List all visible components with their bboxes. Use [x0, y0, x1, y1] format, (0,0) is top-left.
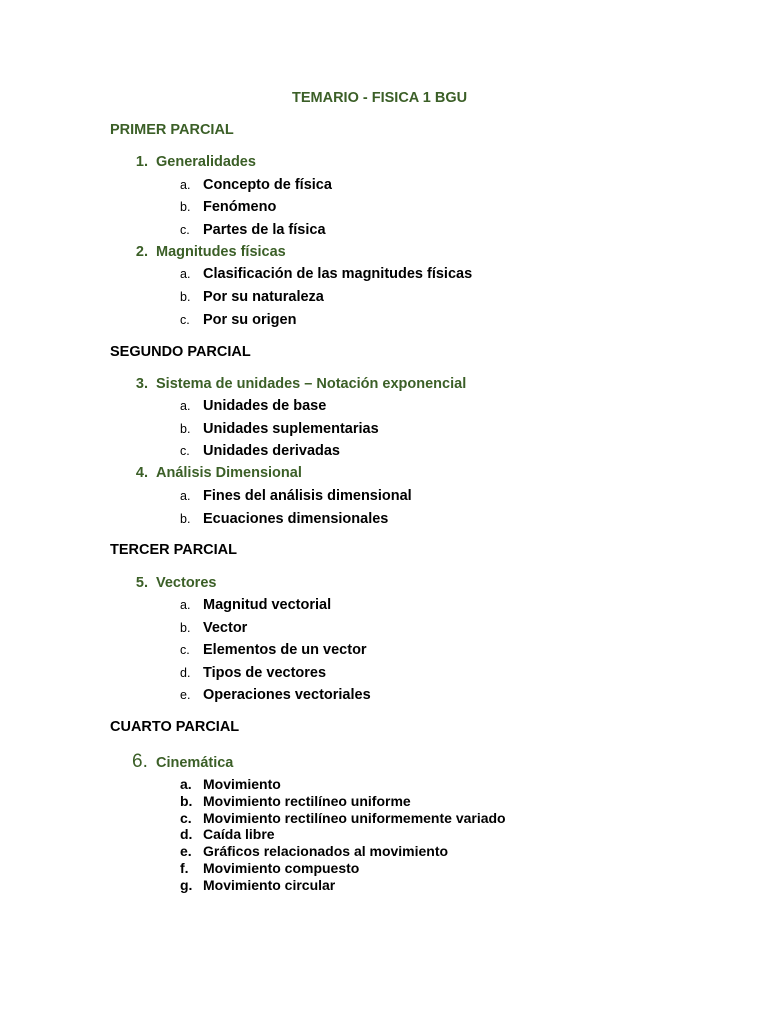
item-letter: a. — [180, 399, 191, 413]
item-text: Movimiento compuesto — [203, 860, 360, 876]
item-text: Magnitud vectorial — [203, 597, 332, 613]
item-text: Concepto de física — [203, 177, 332, 193]
item-letter: c. — [180, 444, 190, 458]
item-letter: b. — [180, 290, 191, 304]
section-heading-tercer-parcial: TERCER PARCIAL — [110, 542, 238, 558]
item-text: Fenómeno — [203, 199, 277, 215]
item-text: Movimiento circular — [203, 877, 336, 893]
item-letter: a. — [180, 178, 191, 192]
item-text: Por su origen — [203, 312, 297, 328]
item-letter: b. — [180, 793, 193, 809]
item-letter: d. — [180, 666, 191, 680]
topic-number: 1. — [135, 154, 148, 170]
item-letter: f. — [180, 860, 189, 876]
item-letter: e. — [180, 688, 191, 702]
item-text: Caída libre — [203, 826, 275, 842]
item-text: Unidades suplementarias — [203, 421, 379, 437]
item-text: Partes de la física — [203, 222, 326, 238]
topic-number: 6. — [132, 751, 148, 772]
topic-number: 3. — [135, 376, 148, 392]
topic-number: 5. — [135, 575, 148, 591]
item-text: Unidades de base — [203, 398, 327, 414]
item-letter: a. — [180, 598, 191, 612]
item-letter: b. — [180, 422, 191, 436]
item-letter: b. — [180, 200, 191, 214]
topic-title: Generalidades — [156, 154, 256, 170]
item-letter: g. — [180, 877, 193, 893]
item-text: Vector — [203, 620, 248, 636]
item-text: Gráficos relacionados al movimiento — [203, 843, 449, 859]
item-text: Movimiento rectilíneo uniformemente variado — [203, 810, 506, 826]
item-letter: c. — [180, 643, 190, 657]
document-title: TEMARIO - FISICA 1 BGU — [292, 90, 468, 106]
item-letter: d. — [180, 826, 193, 842]
item-text: Unidades derivadas — [203, 443, 340, 459]
section-heading-cuarto-parcial: CUARTO PARCIAL — [110, 719, 240, 735]
topic-title: Vectores — [156, 575, 217, 591]
section-heading-segundo-parcial: SEGUNDO PARCIAL — [110, 344, 251, 360]
item-letter: e. — [180, 843, 192, 859]
item-text: Ecuaciones dimensionales — [203, 511, 389, 527]
item-text: Fines del análisis dimensional — [203, 488, 412, 504]
item-text: Elementos de un vector — [203, 642, 367, 658]
topic-number: 2. — [135, 244, 148, 260]
item-letter: c. — [180, 223, 190, 237]
item-letter: b. — [180, 621, 191, 635]
item-letter: a. — [180, 776, 192, 792]
item-letter: b. — [180, 512, 191, 526]
item-letter: c. — [180, 313, 190, 327]
item-text: Por su naturaleza — [203, 289, 324, 305]
item-text: Movimiento rectilíneo uniforme — [203, 793, 411, 809]
topic-title: Magnitudes físicas — [156, 244, 286, 260]
item-text: Operaciones vectoriales — [203, 687, 371, 703]
item-letter: a. — [180, 489, 191, 503]
item-letter: c. — [180, 810, 192, 826]
item-text: Movimiento — [203, 776, 281, 792]
section-heading-primer-parcial: PRIMER PARCIAL — [110, 122, 234, 138]
topic-title: Cinemática — [156, 755, 234, 771]
topic-title: Sistema de unidades – Notación exponencial — [156, 376, 467, 392]
topic-number: 4. — [135, 465, 148, 481]
item-text: Clasificación de las magnitudes físicas — [203, 266, 473, 282]
topic-title: Análisis Dimensional — [156, 465, 302, 481]
item-letter: a. — [180, 267, 191, 281]
item-text: Tipos de vectores — [203, 665, 327, 681]
